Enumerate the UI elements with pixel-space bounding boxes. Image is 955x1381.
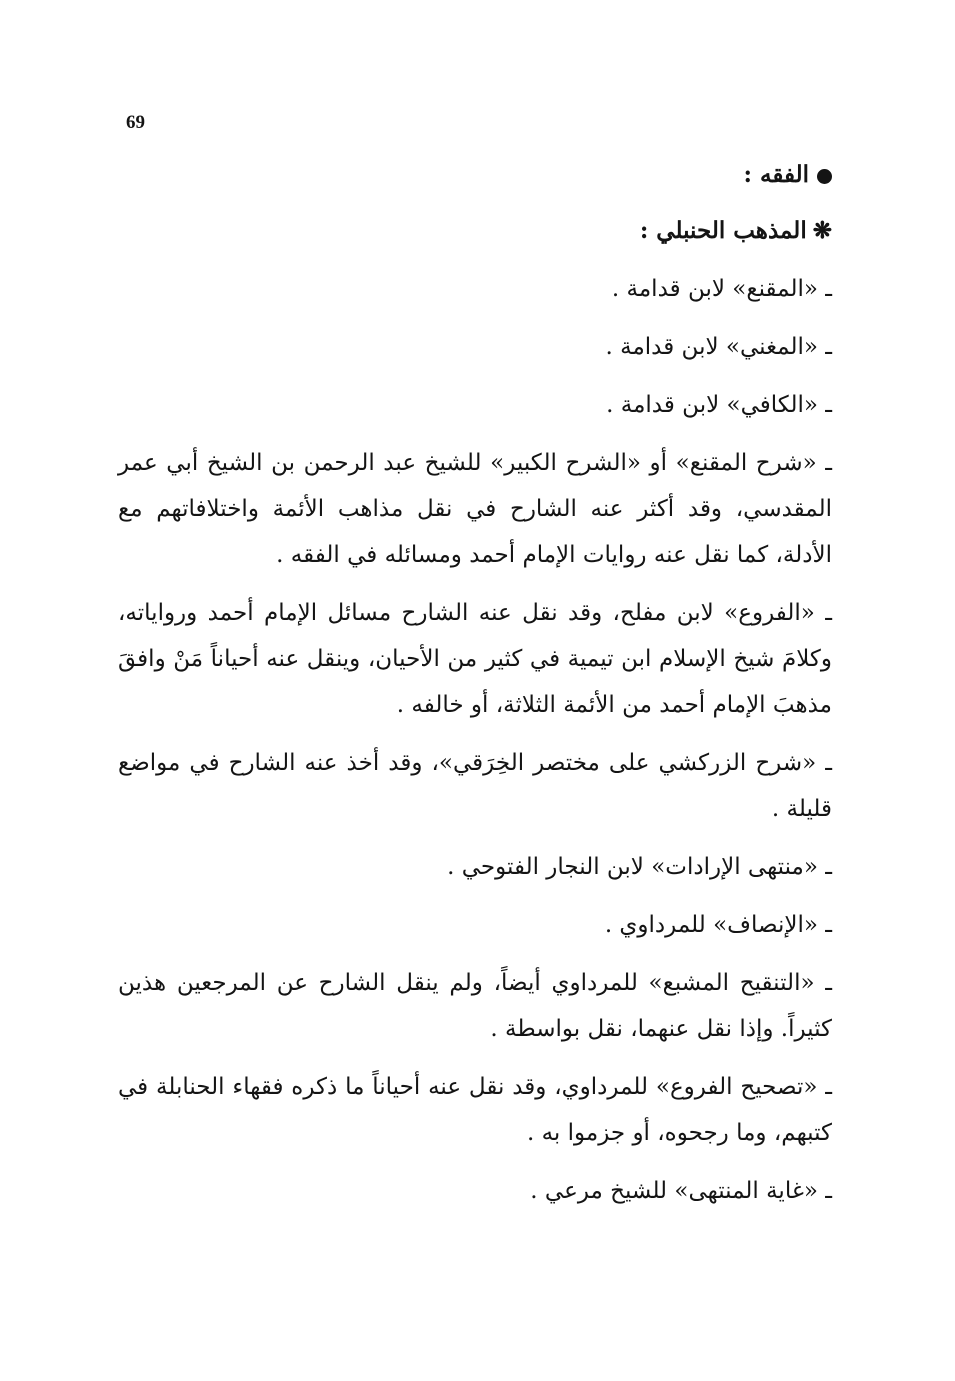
asterisk-icon: ❋: [812, 217, 832, 244]
list-item: ـ «تصحيح الفروع» للمرداوي، وقد نقل عنه أحياناً ما ذكره فقهاء الحنابلة في كتبهم، وما رجحوه، أو جزموا به .: [118, 1074, 832, 1146]
list-item: ـ «الكافي» لابن قدامة .: [606, 392, 832, 418]
list-item: ـ «الفروع» لابن مفلح، وقد نقل عنه الشارح مسائل الإمام أحمد ورواياته، وكلامَ شيخ الإسلام ابن تيمية في كثير من الأحيان، وينقل عنه أحياناً مَنْ وافقَ مذهبَ الإمام أحمد من الأئمة الثلاثة، أو خالفه .: [118, 600, 832, 718]
list-item: ـ «الإنصاف» للمرداوي .: [604, 912, 832, 938]
list-item: ـ «غاية المنتهى» للشيخ مرعي .: [530, 1178, 832, 1204]
subsection-heading: [118, 208, 832, 254]
section-title: الفقه :: [743, 161, 809, 188]
list-item: ـ «شرح الزركشي على مختصر الخِرَقي»، وقد أخذ عنه الشارح في مواضع قليلة .: [118, 750, 832, 822]
list-item: ـ «المغني» لابن قدامة .: [605, 334, 832, 360]
list-item: ـ «التنقيح المشبع» للمرداوي أيضاً، ولم ينقل الشارح عن المرجعين هذين كثيراً. وإذا نقل عنهما، نقل بواسطة .: [118, 970, 832, 1042]
list-item: ـ «منتهى الإرادات» لابن النجار الفتوحي .: [447, 854, 832, 880]
list-item: ـ «شرح المقنع» أو «الشرح الكبير» للشيخ عبد الرحمن بن الشيخ أبي عمر المقدسي، وقد أكثر عنه الشارح في نقل مذاهب الأئمة واختلافاتهم مع الأدلة، كما نقل عنه روايات الإمام أحمد ومسائله في الفقه .: [118, 450, 832, 568]
bullet-icon: [817, 169, 832, 184]
page-number: 69: [126, 112, 145, 133]
page-body: [118, 152, 832, 1214]
subsection-title: المذهب الحنبلي :: [639, 217, 807, 244]
section-heading: [118, 152, 832, 198]
list-item: ـ «المقنع» لابن قدامة .: [611, 276, 832, 302]
